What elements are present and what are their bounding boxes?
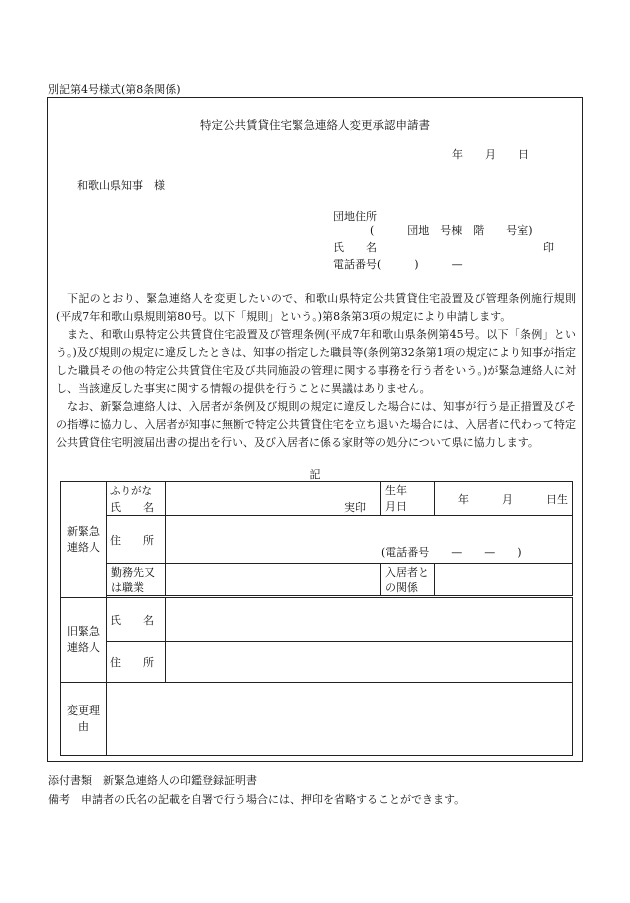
address-label: 住 所: [107, 516, 166, 564]
form-title: 特定公共賃貸住宅緊急連絡人変更承認申請書: [200, 118, 430, 132]
new-contact-header: 新緊急連絡人: [61, 482, 107, 598]
jitsuin-label: 実印: [344, 500, 366, 514]
phone-label: (電話番号 — — ): [381, 546, 522, 559]
ki-heading: 記: [309, 468, 321, 481]
furigana-field[interactable]: [166, 482, 381, 499]
applicant-address-label: 団地住所: [333, 210, 377, 223]
birth-value[interactable]: 年 月 日生: [435, 482, 573, 516]
reason-label: 変更理由: [61, 683, 107, 756]
seal-mark: 印: [543, 241, 554, 254]
old-contact-header: 旧緊急連絡人: [61, 598, 107, 683]
furigana-label: ふりがな: [107, 482, 166, 499]
workplace-label: 勤務先又は職業: [107, 564, 166, 596]
name-label: 氏 名: [107, 499, 166, 516]
relation-label: 入居者との関係: [381, 564, 435, 596]
old-name-label: 氏 名: [107, 598, 166, 642]
birth-label: 生年月日: [381, 482, 435, 516]
jitsuin-field[interactable]: [166, 499, 381, 516]
paragraph-2: また、和歌山県特定公共賃貸住宅設置及び管理条例(平成7年和歌山県条例第45号。以下「条例」という。)及び規則の規定に違反したときは、知事の指定した職員等(条例第32条第1項の規定により知事が指定した職員その他の特定公共賃貸住宅及び共同施設の管理に関する事務を行う者をいう。)が緊急連絡人に対し、当該違反した事実に関する情報の提供を行うことに異議はありません。: [56, 328, 576, 395]
old-address-field[interactable]: [166, 642, 573, 683]
addressee: 和歌山県知事 様: [77, 179, 165, 192]
form-code: 別記第4号様式(第8条関係): [48, 83, 181, 96]
reason-field[interactable]: [107, 683, 573, 756]
applicant-address-detail: ( 団地 号棟 階 号室): [370, 224, 533, 237]
old-address-label: 住 所: [107, 642, 166, 683]
date-line: 年 月 日: [452, 148, 529, 161]
attachment-note: 添付書類 新緊急連絡人の印鑑登録証明書: [48, 774, 257, 787]
address-field[interactable]: [166, 516, 573, 564]
applicant-name-label: 氏 名: [333, 241, 377, 254]
relation-field[interactable]: [435, 564, 573, 596]
contact-table: [60, 481, 573, 756]
remark-note: 備考 申請者の氏名の記載を自署で行う場合には、押印を省略することができます。: [48, 793, 466, 806]
old-name-field[interactable]: [166, 598, 573, 642]
body-text: [56, 290, 576, 452]
paragraph-1: 下記のとおり、緊急連絡人を変更したいので、和歌山県特定公共賃貸住宅設置及び管理条例施行規則(平成7年和歌山県規則第80号。以下「規則」という。)第8条第3項の規定により申請します。: [56, 292, 576, 323]
workplace-field[interactable]: [166, 564, 381, 596]
paragraph-3: なお、新緊急連絡人は、入居者が条例及び規則の規定に違反した場合には、知事が行う是正措置及びその指導に協力し、入居者が知事に無断で特定公共賃貸住宅を立ち退いた場合には、入居者に代わって特定公共賃貸住宅明渡届出書の提出を行い、及び入居者に係る家財等の処分について県に協力します。: [56, 400, 576, 449]
applicant-phone-label: 電話番号( ) —: [333, 258, 463, 271]
